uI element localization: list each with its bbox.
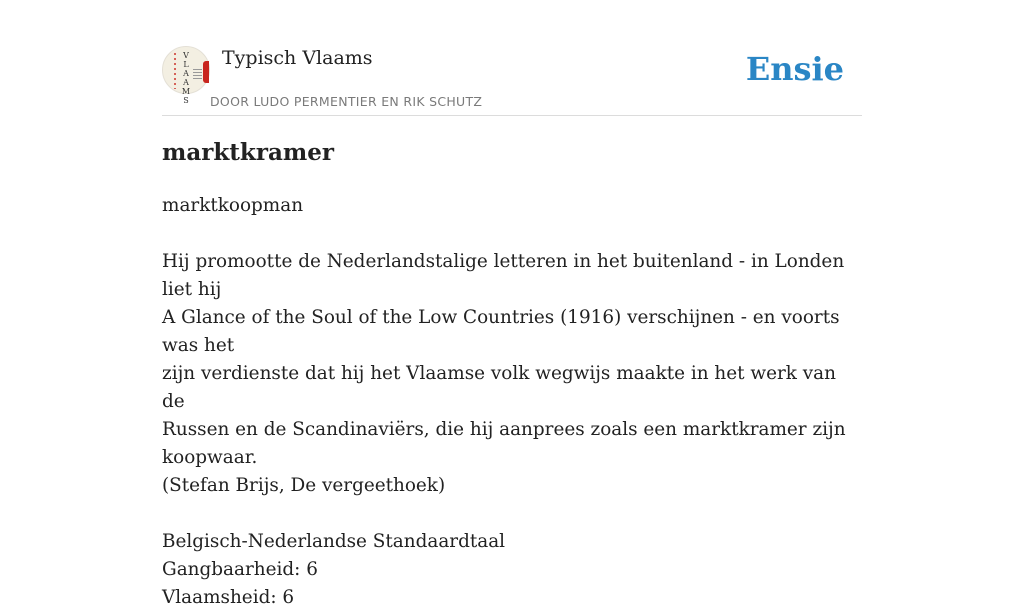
quote-line: Russen en de Scandinaviërs, die hij aanprees zoals een marktkramer zijn: [162, 419, 846, 440]
site-header: [162, 46, 862, 116]
avatar-decoration: [174, 53, 176, 89]
avatar-letters: V L A A M S: [181, 51, 191, 105]
entry-title: marktkramer: [162, 139, 334, 166]
avatar-accent: [203, 61, 209, 83]
quote-line: A Glance of the Soul of the Low Countries (1916) verschijnen - en voorts was het: [162, 307, 840, 356]
quote-line: Hij promootte de Nederlandstalige letteren in het buitenland - in Londen liet hij: [162, 251, 845, 300]
avatar-decoration-lines: [193, 69, 202, 79]
avatar[interactable]: [162, 46, 210, 105]
gangbaarheid-rating: Gangbaarheid: 6: [162, 559, 318, 580]
ensie-logo-link[interactable]: Ensie: [745, 50, 844, 88]
quote-line: koopwaar.: [162, 447, 258, 468]
entry-definition: marktkoopman: [162, 195, 304, 216]
site-title[interactable]: Typisch Vlaams: [222, 47, 373, 69]
quote-source: (Stefan Brijs, De vergeethoek): [162, 475, 446, 496]
authors-byline: DOOR LUDO PERMENTIER EN RIK SCHUTZ: [210, 94, 483, 109]
vlaamsheid-rating: Vlaamsheid: 6: [162, 587, 295, 608]
spacer: [162, 500, 862, 528]
language-label: Belgisch-Nederlandse Standaardtaal: [162, 531, 506, 552]
entry-content: [162, 192, 862, 612]
quote-line: zijn verdienste dat hij het Vlaamse volk wegwijs maakte in het werk van de: [162, 363, 836, 412]
spacer: [162, 220, 862, 248]
